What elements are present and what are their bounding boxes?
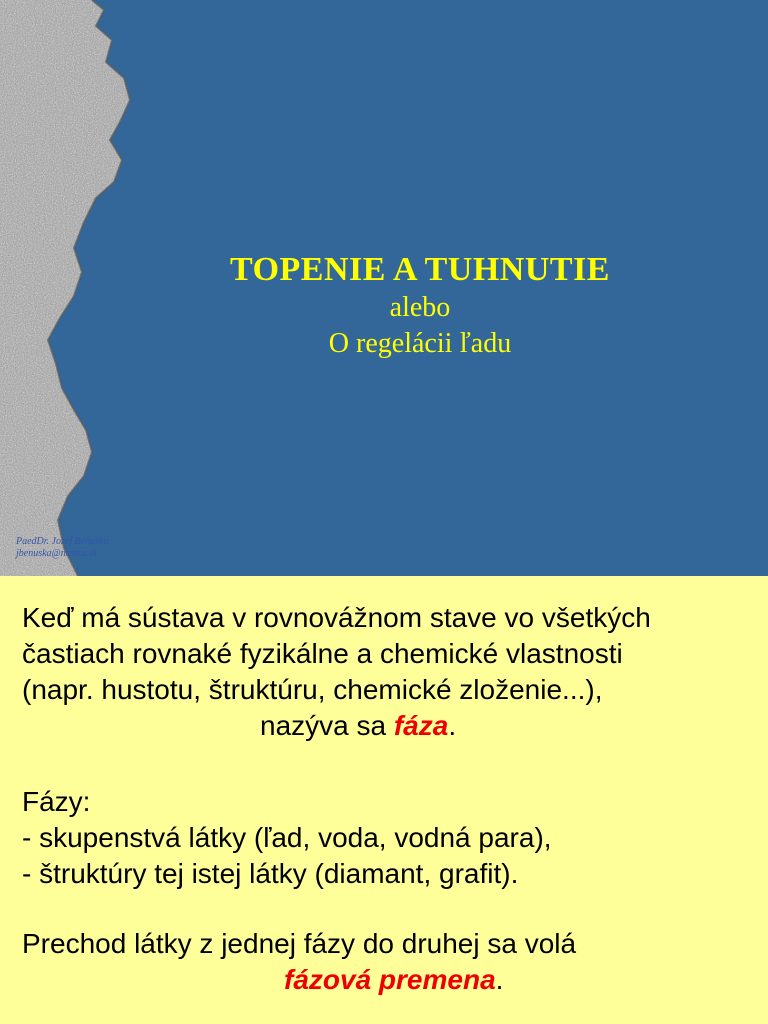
list-item: - skupenstvá látky (ľad, voda, vodná para), — [22, 822, 552, 853]
list-heading: Fázy: — [22, 786, 91, 817]
author-name: PaedDr. Jozef Beňuška — [16, 536, 109, 547]
content-slide — [0, 576, 768, 1024]
phase-definition-paragraph — [22, 600, 752, 744]
text-fragment: . — [448, 710, 457, 741]
slide-title: TOPENIE A TUHNUTIE — [230, 251, 610, 288]
slide-subtitle: O regelácii ľadu — [328, 328, 512, 359]
list-item: - štruktúry tej istej látky (diamant, grafit). — [22, 858, 519, 889]
text-line-definition — [22, 708, 752, 744]
text-line: Prechod látky z jednej fázy do druhej sa volá — [22, 928, 577, 959]
author-email: jbenuska@nextra.sk — [16, 548, 98, 559]
text-fragment: . — [495, 964, 504, 995]
slide-subtitle-alebo: alebo — [389, 292, 451, 323]
phase-transition-paragraph — [22, 926, 752, 998]
granite-texture-edge — [0, 0, 140, 576]
term-faza: fáza — [393, 710, 449, 741]
phases-list — [22, 784, 752, 892]
term-fazova-premena: fázová premena — [284, 964, 496, 995]
text-fragment: nazýva sa — [260, 710, 394, 741]
text-line-term — [22, 962, 752, 998]
author-credit — [16, 536, 108, 560]
text-line: častiach rovnaké fyzikálne a chemické vlastnosti — [22, 638, 623, 669]
text-line: Keď má sústava v rovnovážnom stave vo všetkých — [22, 602, 651, 633]
text-line: (napr. hustotu, štruktúru, chemické zloženie...), — [22, 674, 603, 705]
title-block — [120, 250, 720, 362]
